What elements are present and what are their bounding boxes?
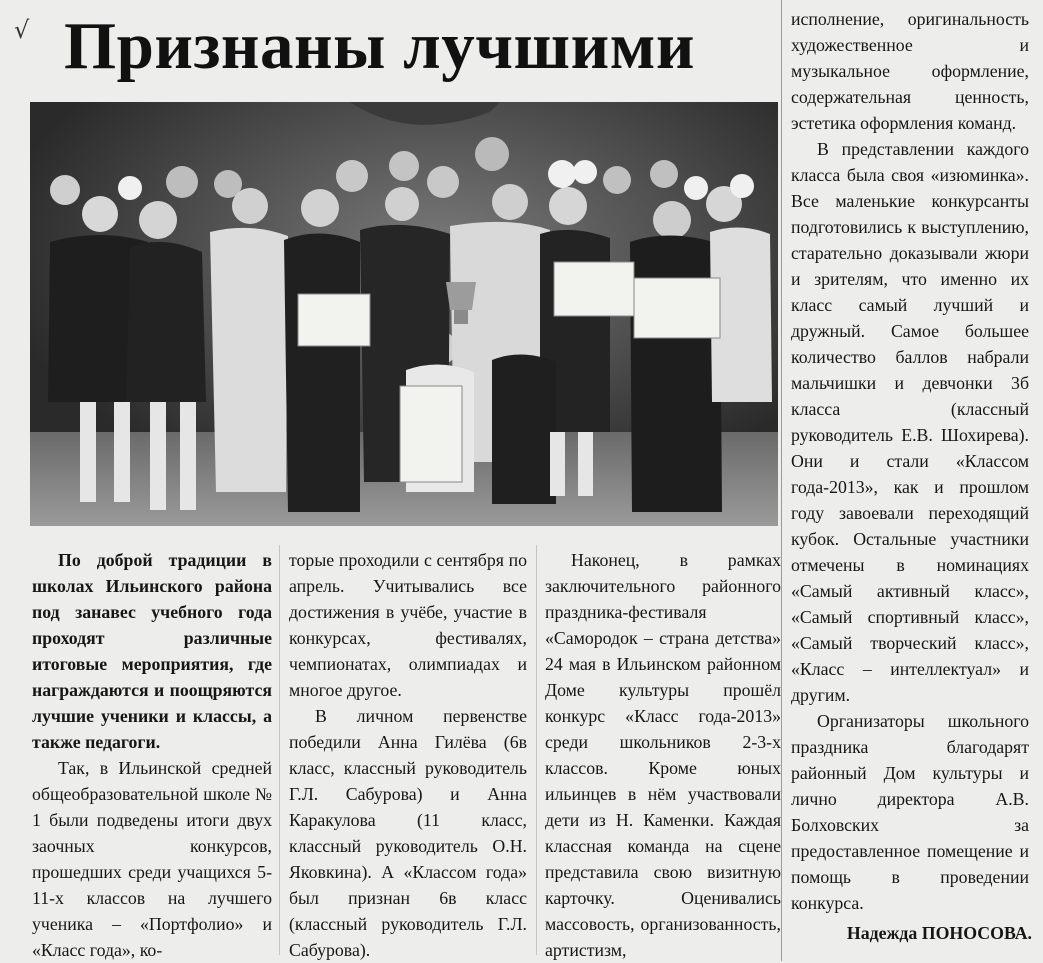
paragraph: Организаторы школьного праздника благодарят районный Дом культуры и лично директора А.В. Болховских за предоставленное помещение и помощь в проведении конкурса. [791,711,1029,913]
column-rule-1 [279,545,280,955]
paragraph: исполнение, оригинальность художественное и музыкальное оформление, содержательная ценность, эстетика оформления команд. [791,9,1029,133]
article-column-2 [289,547,527,963]
photo-illustration [30,102,778,526]
paragraph: Наконец, в рамках заключительного районного праздника-фестиваля «Самородок – страна детства» 24 мая в Ильинском районном Доме культуры прошёл конкурс «Класс года-2013» среди школьников 2-3-х классов. Кроме юных ильинцев в нём участвовали дети из Н. Каменки. Каждая классная команда на сцене представила свою визитную карточку. Оценивались массовость, организованность, артистизм, [545,550,781,960]
article-lead: По доброй традиции в школах Ильинского района под занавес учебного года проходят различные итоговые мероприятия, где награждаются и поощряются лучшие ученики и классы, а также педагоги. [32,550,272,752]
group-photo [30,102,778,526]
paragraph: В личном первенстве победили Анна Гилёва (6в класс, классный руководитель Г.Л. Сабурова) и Анна Каракулова (11 класс, классный руководитель О.Н. Яковкина). А «Классом года» был признан 6в класс (классный руководитель Г.Л. Сабурова). [289,706,527,960]
article-column-1 [32,547,272,963]
handwritten-check-mark: √ [14,16,30,44]
paragraph: В представлении каждого класса была своя «изюминка». Все маленькие конкурсанты подготовились к выступлению, старательно доказывали жюри и зрителям, что именно их класс самый лучший и дружный. Самое большее количество баллов набрали мальчишки и девчонки 3б класса (классный руководитель Е.В. Шохирева). Они и стали «Классом года-2013», как и прошлом году завоевали переходящий кубок. Остальные участники отмечены в номинациях «Самый активный класс», «Самый спортивный класс», «Самый творческий класс», «Класс – интеллектуал» и другим. [791,139,1029,705]
paragraph: торые проходили с сентября по апрель. Учитывались все достижения в учёбе, участие в конкурсах, фестивалях, чемпионатах, олимпиадах и многое другое. [289,550,527,700]
author-signature: Надежда ПОНОСОВА. [846,923,1032,943]
column-rule-2 [536,545,537,955]
article-column-3 [545,547,781,963]
column-rule-right [781,0,782,961]
article-column-4 [791,6,1029,916]
paragraph: Так, в Ильинской средней общеобразовательной школе № 1 были подведены итоги двух заочных конкурсов, прошедших среди учащихся 5-11-х классов на лучшего ученика – «Портфолио» и «Класс года», ко- [32,758,272,960]
article-headline: Признаны лучшими [64,9,695,83]
